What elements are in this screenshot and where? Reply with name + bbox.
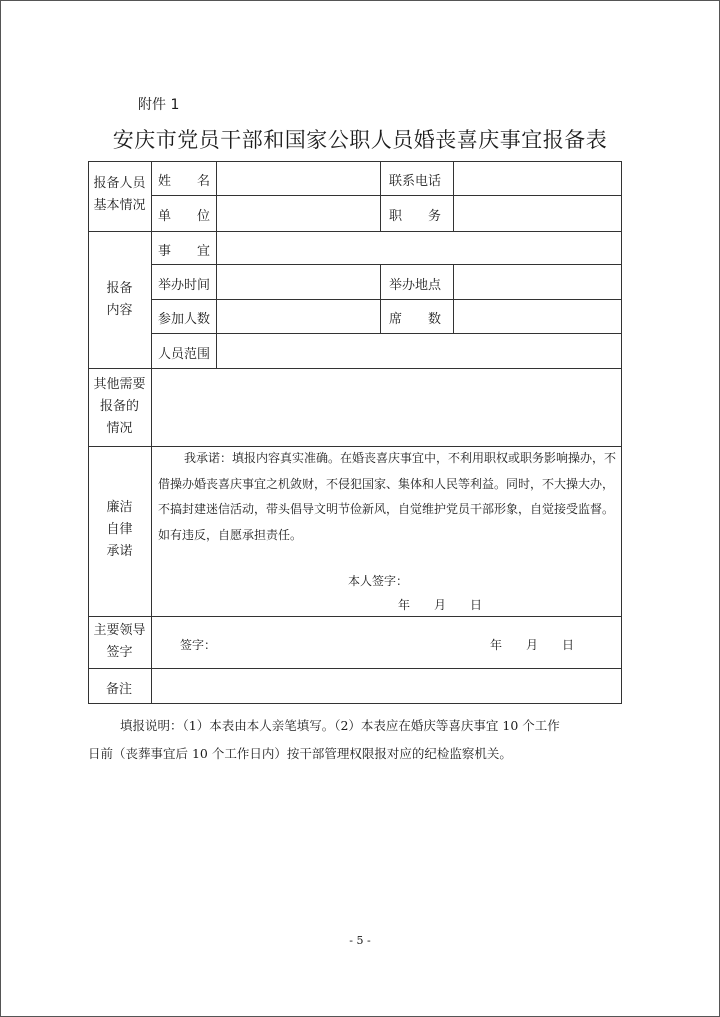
name-label: 姓 名 — [158, 174, 211, 189]
integrity-promise-text: 我承诺：填报内容真实准确。在婚丧喜庆事宜中，不利用职权或职务影响操办，不借操办婚丧喜庆事宜之机敛财，不侵犯国家、集体和人民等利益。同时，不大操大办，不搞封建迷信活动，带头倡导文明节俭新风，自觉维护党员干部形象，自觉接受监督。如有违反，自愿承担责任。 — [158, 451, 617, 542]
basic-info-section-label: 报备人员 基本情况 — [93, 176, 146, 213]
form-title: 安庆市党员干部和国家公职人员婚丧喜庆事宜报备表 — [112, 128, 608, 152]
page-number: - 5 - — [349, 934, 371, 947]
leader-section-label: 主要领导 签字 — [93, 623, 146, 660]
leader-signature-field[interactable] — [228, 629, 478, 655]
event-time-label: 举办时间 — [158, 278, 211, 293]
unit-field[interactable] — [217, 196, 379, 230]
report-content-section-label: 报备 内容 — [106, 281, 133, 318]
matter-label: 事 宜 — [158, 244, 211, 259]
matter-field[interactable] — [217, 232, 620, 263]
remarks-label: 备注 — [106, 682, 133, 697]
name-field[interactable] — [217, 162, 379, 194]
remarks-field[interactable] — [152, 669, 620, 702]
position-field[interactable] — [454, 196, 620, 230]
position-label: 职 务 — [389, 209, 442, 224]
column-divider — [380, 161, 381, 231]
event-place-label: 举办地点 — [389, 278, 442, 293]
leader-signature-label: 签字： — [180, 638, 217, 652]
table-border-right — [621, 161, 622, 704]
table-border-bottom — [88, 703, 621, 704]
integrity-section-label: 廉洁 自律 承诺 — [106, 500, 133, 559]
report-form-table — [88, 161, 621, 704]
unit-label: 单 位 — [158, 209, 211, 224]
self-signature-label: 本人签字： — [348, 574, 409, 588]
attendees-label: 参加人数 — [158, 312, 211, 327]
tables-label: 席 数 — [389, 312, 442, 327]
event-place-field[interactable] — [454, 265, 620, 298]
row-divider — [88, 616, 621, 617]
phone-label: 联系电话 — [389, 174, 442, 189]
attendees-field[interactable] — [217, 300, 379, 332]
phone-field[interactable] — [454, 162, 620, 194]
self-signature-date: 年 月 日 — [398, 598, 483, 612]
attendee-scope-label: 人员范围 — [158, 347, 211, 362]
column-divider — [380, 264, 381, 333]
instructions-line-1: 填报说明：（1）本表由本人亲笔填写。（2）本表应在婚庆等喜庆事宜 10 个工作 — [120, 718, 560, 733]
leader-signature-date: 年 月 日 — [490, 638, 575, 652]
other-info-section-label: 其他需要 报备的 情况 — [93, 377, 146, 436]
self-signature-field[interactable] — [418, 566, 608, 588]
other-info-field[interactable] — [152, 369, 620, 445]
instructions-line-2: 日前（丧葬事宜后 10 个工作日内）按干部管理权限报对应的纪检监察机关。 — [88, 746, 512, 761]
event-time-field[interactable] — [217, 265, 379, 298]
attachment-label: 附件 1 — [138, 97, 180, 113]
attendee-scope-field[interactable] — [217, 334, 620, 367]
tables-field[interactable] — [454, 300, 620, 332]
